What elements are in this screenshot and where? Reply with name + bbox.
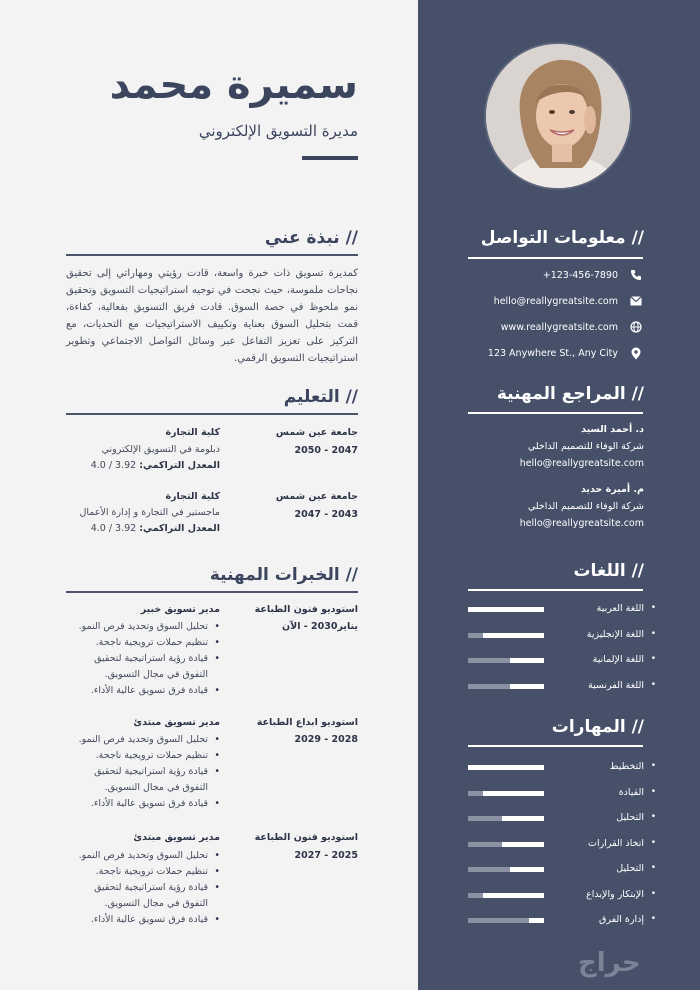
- skill-row: [464, 863, 656, 877]
- skill-row: [464, 888, 656, 903]
- profile-photo: [484, 42, 632, 190]
- language-bullet-dot: •: [650, 628, 656, 639]
- skill-row: [464, 837, 656, 852]
- edu-gpa: [91, 523, 220, 534]
- exp-position: مدير تسويق مبتدئ: [133, 832, 220, 843]
- exp-bullet: • تنظيم حملات ترويجية ناجحة.: [60, 635, 220, 651]
- skill-level-bar: [468, 791, 544, 796]
- skill-label: التخطيط: [609, 761, 644, 772]
- language-level-bar: [468, 633, 544, 638]
- references-rule: [468, 412, 643, 414]
- skill-level-bar: [468, 842, 544, 847]
- skill-level-bar: [468, 918, 544, 923]
- skills-title: // المهارات: [551, 717, 644, 737]
- skill-row: [464, 914, 656, 928]
- skill-bullet-dot: •: [650, 863, 656, 873]
- exp-bullet-cont: التفوق في مجال التسويق.: [104, 782, 208, 793]
- skill-label: القيادة: [618, 786, 644, 798]
- contact-address-text: 123 Anywhere St., Any City: [487, 347, 618, 359]
- edu-gpa-label: المعدل التراكمي:: [139, 460, 220, 471]
- contact-phone-text[interactable]: +123-456-7890: [542, 269, 618, 281]
- language-level-empty: [468, 658, 510, 663]
- skill-row: [464, 786, 656, 801]
- exp-bullet-cont: التفوق في مجال التسويق.: [104, 898, 208, 909]
- about-text: كمديرة تسويق ذات خبرة واسعة، قادت رؤيتي ومهاراتي إلى تحقيق نجاحات ملموسة، حيث نجحت في توجيه استراتيجيات التسويق وتحقيق نمو ملحوظ في حصة السوق. قادت فريق التسويق بفعالية، كفاءة، قمت بتحليل السوق بعناية وتكييف الاستراتيجيات مع التحديات، مع التركيز على تعزيز التفاعل عبر وسائل التواصل الاجتماعي وتطوير استراتيجيات التسويق الرقمي.: [66, 268, 358, 364]
- reference-item: [520, 421, 644, 472]
- skills-rule: [468, 745, 643, 747]
- location-icon: [628, 346, 644, 360]
- skill-level-empty: [468, 893, 483, 898]
- language-label: اللغة الإلمانية: [592, 654, 644, 665]
- language-level-bar: [468, 607, 544, 612]
- exp-company: استوديو ابداع الطباعة: [256, 717, 358, 728]
- exp-bullet-cont: التفوق في مجال التسويق.: [104, 669, 208, 680]
- skill-row: [464, 812, 656, 826]
- reference-item: [520, 481, 644, 532]
- exp-period: 2028 - 2029: [294, 734, 358, 745]
- contact-phone: [468, 266, 644, 284]
- sidebar: [418, 0, 700, 990]
- skill-bullet-dot: •: [650, 914, 656, 924]
- contact-website: [468, 318, 644, 336]
- reference-email[interactable]: hello@reallygreatsite.com: [519, 458, 644, 469]
- skill-bullet-dot: •: [650, 812, 656, 822]
- edu-years: 2047 - 2050: [294, 445, 358, 456]
- exp-bullet: • تحليل السوق وتحديد فرص النمو.: [60, 848, 220, 864]
- skill-level-bar: [468, 765, 544, 770]
- about-title: // نبذة عني: [264, 228, 358, 248]
- edu-school: جامعة عين شمس: [275, 427, 358, 438]
- exp-bullet: • تحليل السوق وتحديد فرص النمو.: [60, 619, 220, 635]
- contact-rule: [468, 257, 643, 259]
- reference-company: شركة الوفاء للتصميم الداخلي: [527, 501, 644, 512]
- skill-bullet-dot: •: [650, 786, 656, 797]
- skill-level-bar: [468, 816, 544, 821]
- exp-position: مدير تسويق مبتدئ: [133, 717, 220, 728]
- experience-rule: [66, 591, 358, 593]
- skill-level-empty: [468, 791, 483, 796]
- email-icon: [628, 294, 644, 308]
- reference-name: م. أميرة حديد: [580, 484, 644, 495]
- skill-label: إدارة الفرق: [598, 914, 644, 925]
- globe-icon: [628, 320, 644, 334]
- language-level-empty: [468, 633, 483, 638]
- exp-bullet: • تنظيم حملات ترويجية ناجحة.: [60, 864, 220, 880]
- language-level-bar: [468, 684, 544, 689]
- phone-icon: [628, 268, 644, 282]
- languages-title: // اللغات: [573, 561, 644, 581]
- edu-school: جامعة عين شمس: [275, 491, 358, 502]
- exp-period: يناير2030 - الآن: [282, 621, 358, 632]
- exp-company: استوديو فنون الطباعة: [254, 604, 358, 615]
- contact-email: [468, 292, 644, 310]
- reference-company: شركة الوفاء للتصميم الداخلي: [527, 441, 644, 452]
- candidate-name: سميرة محمد: [109, 62, 358, 108]
- exp-bullet: • قيادة فرق تسويق عالية الأداء.: [60, 796, 220, 812]
- exp-bullets: [60, 732, 220, 812]
- education-title: // التعليم: [283, 387, 358, 407]
- edu-gpa-value: 3.92 / 4.0: [90, 460, 137, 471]
- skill-label: اتخاذ القرارات: [588, 837, 644, 849]
- exp-bullet: • قيادة رؤية استراتيجية لتحقيق: [60, 651, 220, 667]
- exp-bullets: [60, 848, 220, 928]
- education-rule: [66, 413, 358, 415]
- skill-bullet-dot: •: [650, 837, 656, 848]
- exp-period: 2025 - 2027: [294, 850, 358, 861]
- edu-degree: دبلومة في التسويق الإلكتروني: [101, 444, 220, 455]
- edu-faculty: كلية التجارة: [165, 491, 220, 502]
- language-bullet-dot: •: [650, 603, 656, 613]
- language-row: [464, 603, 656, 617]
- edu-gpa-label: المعدل التراكمي:: [139, 523, 220, 534]
- language-row: [464, 654, 656, 668]
- experience-title: // الخبرات المهنية: [209, 565, 358, 585]
- skill-level-empty: [468, 867, 510, 872]
- skill-label: التحليل: [616, 863, 644, 874]
- edu-faculty: كلية التجارة: [165, 427, 220, 438]
- exp-bullet: • قيادة رؤية استراتيجية لتحقيق: [60, 880, 220, 896]
- language-bullet-dot: •: [650, 654, 656, 664]
- portrait-image: [486, 44, 632, 190]
- skill-level-bar: [468, 893, 544, 898]
- watermark-logo: حراج: [578, 948, 641, 978]
- exp-bullet: • تحليل السوق وتحديد فرص النمو.: [60, 732, 220, 748]
- skill-label: الإبتكار والإبداع: [586, 888, 644, 900]
- candidate-role: مديرة التسويق الإلكتروني: [198, 122, 358, 140]
- language-level-empty: [468, 684, 510, 689]
- language-level-bar: [468, 658, 544, 663]
- exp-bullet: • تنظيم حملات ترويجية ناجحة.: [60, 748, 220, 764]
- edu-gpa-value: 3.92 / 4.0: [90, 523, 137, 534]
- language-label: اللغة الإنجليزية: [586, 628, 644, 640]
- edu-years: 2043 - 2047: [294, 509, 358, 520]
- about-rule: [66, 254, 358, 256]
- language-bullet-dot: •: [650, 679, 656, 690]
- exp-bullets: [60, 619, 220, 699]
- edu-degree: ماجستير في التجارة و إدارة الأعمال: [79, 507, 220, 518]
- skill-level-bar: [468, 867, 544, 872]
- skill-level-empty: [468, 816, 502, 821]
- exp-bullet: • قيادة رؤية استراتيجية لتحقيق: [60, 764, 220, 780]
- language-row: [464, 628, 656, 643]
- reference-name: د. أحمد السيد: [581, 424, 644, 435]
- skill-row: [464, 761, 656, 775]
- language-label: اللغة الفرنسية: [587, 679, 644, 691]
- reference-email[interactable]: hello@reallygreatsite.com: [519, 518, 644, 529]
- role-underline: [302, 156, 358, 160]
- skill-label: التحليل: [616, 812, 644, 823]
- exp-company: استوديو فنون الطباعة: [254, 832, 358, 843]
- exp-position: مدير تسويق خبير: [140, 604, 220, 615]
- edu-gpa: [91, 460, 220, 471]
- contact-website-text[interactable]: www.reallygreatsite.com: [500, 321, 618, 333]
- contact-address: [468, 344, 644, 362]
- languages-rule: [468, 589, 643, 591]
- contact-email-text[interactable]: hello@reallygreatsite.com: [493, 295, 618, 307]
- language-label: اللغة العربية: [596, 603, 644, 614]
- skill-level-empty: [468, 842, 502, 847]
- exp-bullet: • قيادة فرق تسويق عالية الأداء.: [60, 683, 220, 699]
- skill-bullet-dot: •: [650, 761, 656, 771]
- exp-bullet: • قيادة فرق تسويق عالية الأداء.: [60, 912, 220, 928]
- references-title: // المراجع المهنية: [496, 384, 644, 404]
- language-row: [464, 679, 656, 694]
- skill-level-empty: [468, 918, 529, 923]
- skill-bullet-dot: •: [650, 888, 656, 899]
- contact-title: // معلومات التواصل: [480, 228, 644, 248]
